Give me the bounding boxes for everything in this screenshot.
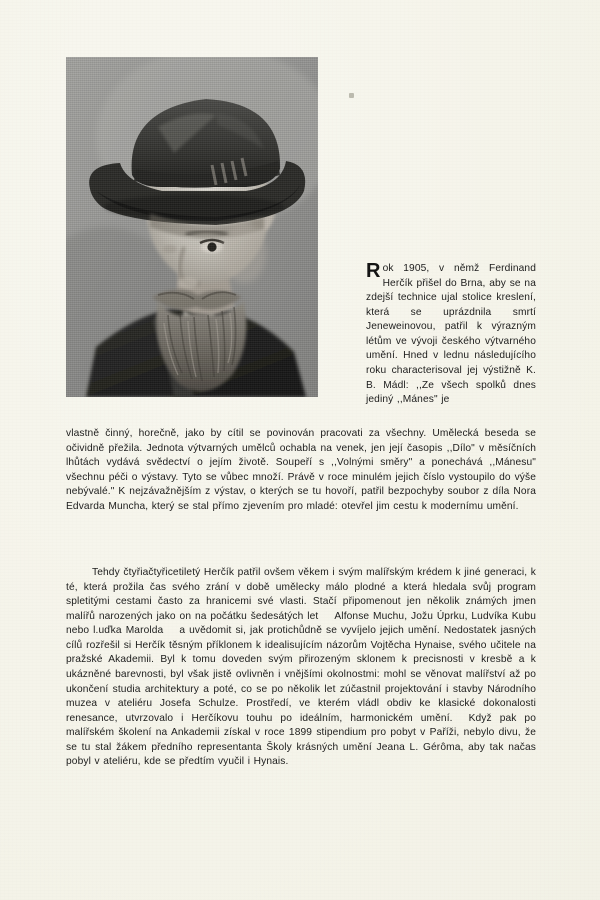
paragraph-two-text: [66, 566, 536, 770]
paragraph-two-part-a: Tehdy čtyřiačtyřicetiletý Herčík patřil ovšem věkem i svým malířským krédem k jiné generaci, k té, která prožila čas svého zrání v době umělecky málo plodné a která hledala svůj program spletitými cestami často za hranicemi své vlasti. Stačí připomenout jen několik známých jmen malířů narozených jako on na počátku šedesátých let: [66, 567, 536, 622]
portrait-illustration: [66, 57, 318, 397]
paragraph-one-full-width: [66, 417, 536, 525]
portrait-photograph: [66, 57, 318, 397]
paragraph-two-painter-names: Alfonse Muchu, Jožu Úprku, Ludvíka Kubu nebo l.uďka Marolda: [66, 610, 537, 637]
paragraph-one-continuation: vlastně činný, horečně, jako by cítil se povinován pracovati za všechny. Umělecká beseda se očividně přežila. Jednota výtvarných umělců ochabla na venek, jen její časopis ,,Dílo" v měsíčních lhůtách vydává svědectví o jejím životě. Soupeří s ,,Volnými směry" a ponechává ,,Mánesu" všechnu péči o výstavy. Tyto se vůbec množí. Právě v roce minulém jejich číslo vystoupilo do výše nebývalé." K nejzávažnějším z výstav, o kterých se tu hovoří, patřil bezpochyby soubor z díla Nora Edvarda Muncha, který se stal přímo zjevením pro mladé: otevřel jim cestu k modernímu umění.: [66, 428, 536, 512]
paragraph-two-part-c: Když pak po malířském školení na Ankademii získal v roce 1899 stipendium pro pobyt v Paříži, nebylo divu, že se tu stal žákem předního representanta Školy krásných umění Jeana L. Gérôma, aby tak načas pobyl v ateliéru, kde se předtím vyučil i Hynais.: [66, 712, 537, 768]
paragraph-one-narrow-text: ok 1905, v němž Ferdinand Herčík přišel do Brna, aby se na zdejší technice ujal stolice kreslení, která se uprázdnila smrtí Jeneweinovou, patřil k výrazným létům ve vývoji českého výtvarného umění. Hned v lednu následujícího roku characterisoval jej výstižně K. B. Mádl: ,,Ze všech spolků dnes jediný ,,Mánes" je: [366, 263, 536, 406]
drop-cap-letter: R: [366, 260, 381, 283]
paragraph-one-narrow-column: [366, 252, 536, 418]
paper-speck-mark: [349, 93, 354, 98]
paragraph-two: [66, 556, 536, 780]
paragraph-two-part-b: a uvědomit si, jak protichůdně se vyvíjelo jejich umění. Nedostatek jasných cílů rozřešil si Herčík těsným příklonem k idealisujícím názorům Vojtěcha Hynaise, svého učitele na pražské Akademii. Byl k tomu doveden svým přirozeným sklonem k precisnosti v kresbě a k ukázněné barevnosti, byl však jistě ovlivněn i vnějšími okolnostmi: mohl se věnovat malířství až po ukončení studia architektury a poté, co se po několik let zúčastnil projektování i stavby Národního muzea v ateliéru Josefa Schulze. Prostředí, ve kterém vládl obdiv ke klasické dokonalosti renesance, utvrzovalo i Herčíkovu touhu po ideálním, harmonickém umění.: [66, 625, 536, 724]
paragraph-one-opening: [366, 262, 536, 407]
